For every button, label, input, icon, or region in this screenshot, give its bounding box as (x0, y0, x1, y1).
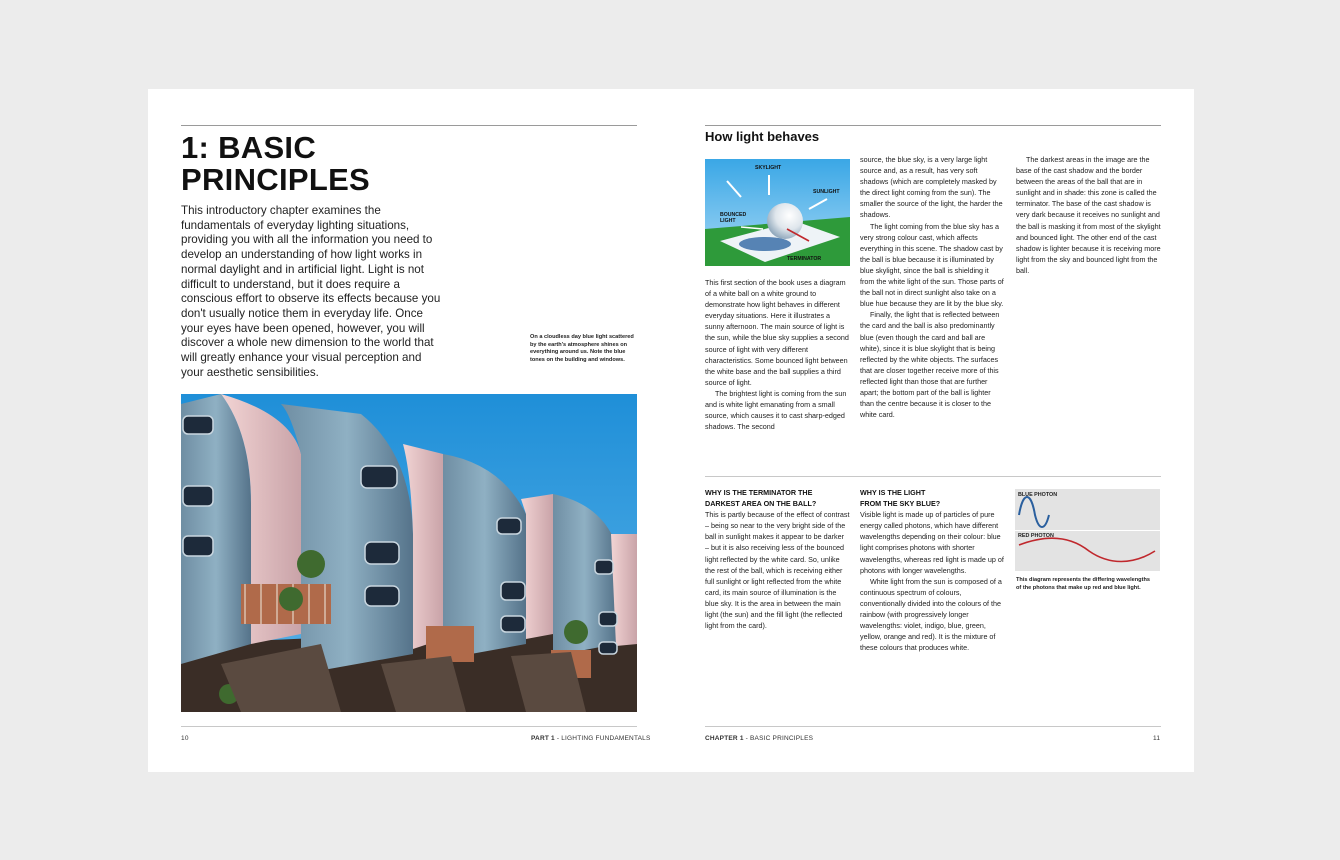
box2-paragraph: Visible light is made up of particles of pure energy called photons, which have different wavelengths depending on their colour: blue light comprises photons with shorter wavelengths, whereas red light is made up of photons with longer wavelengths. (860, 510, 1004, 575)
label-light: LIGHT (720, 218, 736, 224)
box2-heading-line1: WHY IS THE LIGHT (860, 488, 926, 497)
box1-heading-line1: WHY IS THE TERMINATOR THE (705, 488, 813, 497)
body-column-1 (705, 277, 850, 432)
footer-chapter-text: - BASIC PRINCIPLES (743, 735, 814, 742)
bottom-rule-right (705, 726, 1161, 727)
building-photo (181, 394, 637, 712)
page-number-left: 10 (181, 735, 189, 742)
footer-chapter-label: CHAPTER 1 (705, 735, 744, 742)
chapter-title (181, 132, 481, 196)
box1-heading-line2: DARKEST AREA ON THE BALL? (705, 499, 817, 509)
chapter-title-line2: PRINCIPLES (181, 162, 371, 197)
box1-text: This is partly because of the effect of contrast – being so near to the very bright side of the ball in sunlight makes it appear to be darker – but it is also receiving less of the bounced light reflected by the white card. So, unlike the rest of the ball, which is receiving either full sunlight or light reflected from the white card, its main source of illumination is the blue sky. It is the area in between the main light (the sun) and the fill light (the reflected light from the card). (705, 510, 850, 631)
running-footer-left (531, 735, 651, 742)
bottom-rule-left (181, 726, 637, 727)
red-photon-label: RED PHOTON (1018, 533, 1054, 539)
box2-heading-line2: FROM THE SKY BLUE? (860, 499, 941, 509)
intro-paragraph: This introductory chapter examines the fundamentals of everyday lighting situations, providing you with all the information you need to develop an understanding of how light works in normal daylight and in artificial light. Light is not difficult to understand, but it does require a conscious effort to observe its effects because you don't usually notice them in everyday life. Once your eyes have been opened, however, you will discover a whole new dimension to the world that will greatly enhance your visual perception and your aesthetic sensibilities. (181, 204, 441, 379)
building-photo-illustration (181, 394, 637, 712)
blue-photon-label: BLUE PHOTON (1018, 492, 1058, 498)
photon-waves (1015, 489, 1160, 571)
sidebar-box-sky-blue (860, 487, 1005, 653)
footer-part-label: PART 1 (531, 735, 555, 742)
footer-part-text: - LIGHTING FUNDAMENTALS (554, 735, 651, 742)
top-rule-left (181, 125, 637, 126)
ball-lighting-diagram (705, 159, 850, 266)
col1-paragraph: The brightest light is coming from the sun and is white light emanating from a small source, which causes it to cast sharp-edged shadows. The second (705, 388, 847, 432)
section-heading: How light behaves (705, 129, 820, 144)
body-column-2 (860, 154, 1005, 420)
label-terminator: TERMINATOR (787, 256, 822, 262)
col3-paragraph: The darkest areas in the image are the base of the cast shadow and the border between the areas of the ball that are in sunlight and in shade: this zone is called the terminator. The base of the cast shadow is very dark because it receives no sunlight and the ball is masking it from most of the skylight and bounced light. The other end of the cast shadow is lighter because it is receiving more light from the sky and bounced light from the ball. (1016, 155, 1161, 275)
col2-paragraph: Finally, the light that is reflected between the card and the ball is also predominantly blue (even though the card and ball are white), since it is blue skylight that is being reflected by the white objects. The surfaces that are closer together receive more of this reflected light than those that are further apart; the bottom part of the ball is lighter than the centre because it is closer to the white card. (860, 310, 1000, 420)
photon-caption: This diagram represents the differing wavelengths of the photons that make up red and blue light. (1016, 577, 1150, 591)
blue-wave (1019, 497, 1049, 527)
col2-paragraph: The light coming from the blue sky has a very strong colour cast, which affects everything in this scene. The shadow cast by the ball is blue because it is illuminated by blue skylight, since the ball is shielding it from the white light of the sun. Those parts of the ball not in direct sunlight also take on a blue hue because they are lit by the blue sky. (860, 221, 1004, 309)
body-column-3 (1016, 154, 1161, 276)
label-bounced: BOUNCED (720, 212, 747, 218)
chapter-title-line1: 1: BASIC (181, 130, 317, 165)
red-wave (1019, 538, 1155, 561)
label-skylight: SKYLIGHT (755, 165, 782, 171)
running-footer-right (705, 735, 813, 742)
photon-diagram (1015, 489, 1160, 571)
page-number-right: 11 (1153, 735, 1161, 742)
col2-paragraph: source, the blue sky, is a very large light source and, as a result, has very soft shadows (which are completely masked by the direct light coming from the sun). The smaller the source of the light, the harder the shadows. (860, 155, 1003, 220)
label-sunlight: SUNLIGHT (813, 189, 840, 195)
sidebar-box-terminator (705, 487, 850, 631)
top-rule-right (705, 125, 1161, 126)
book-spread (148, 89, 1194, 772)
col1-paragraph: This first section of the book uses a diagram of a white ball on a white ground to demonstrate how light behaves in different everyday situations. Here it illustrates a sunny afternoon. The main source of light is the sun, while the blue sky supplies a second source of light with very different characteristics. Some bounced light between the white base and the ball supplies a third source of light. (705, 278, 849, 387)
box2-paragraph: White light from the sun is composed of a continuous spectrum of colours, conventionally divided into the colours of the rainbow (with progressively longer wavelengths: violet, indigo, blue, green, yellow, orange and red). It is the mixture of these colours that produces white. (860, 576, 1002, 653)
photo-caption: On a cloudless day blue light scattered by the earth's atmosphere shines on everything around us. Note the blue tones on the building and windows. (530, 334, 634, 363)
mid-rule-right (705, 476, 1161, 477)
